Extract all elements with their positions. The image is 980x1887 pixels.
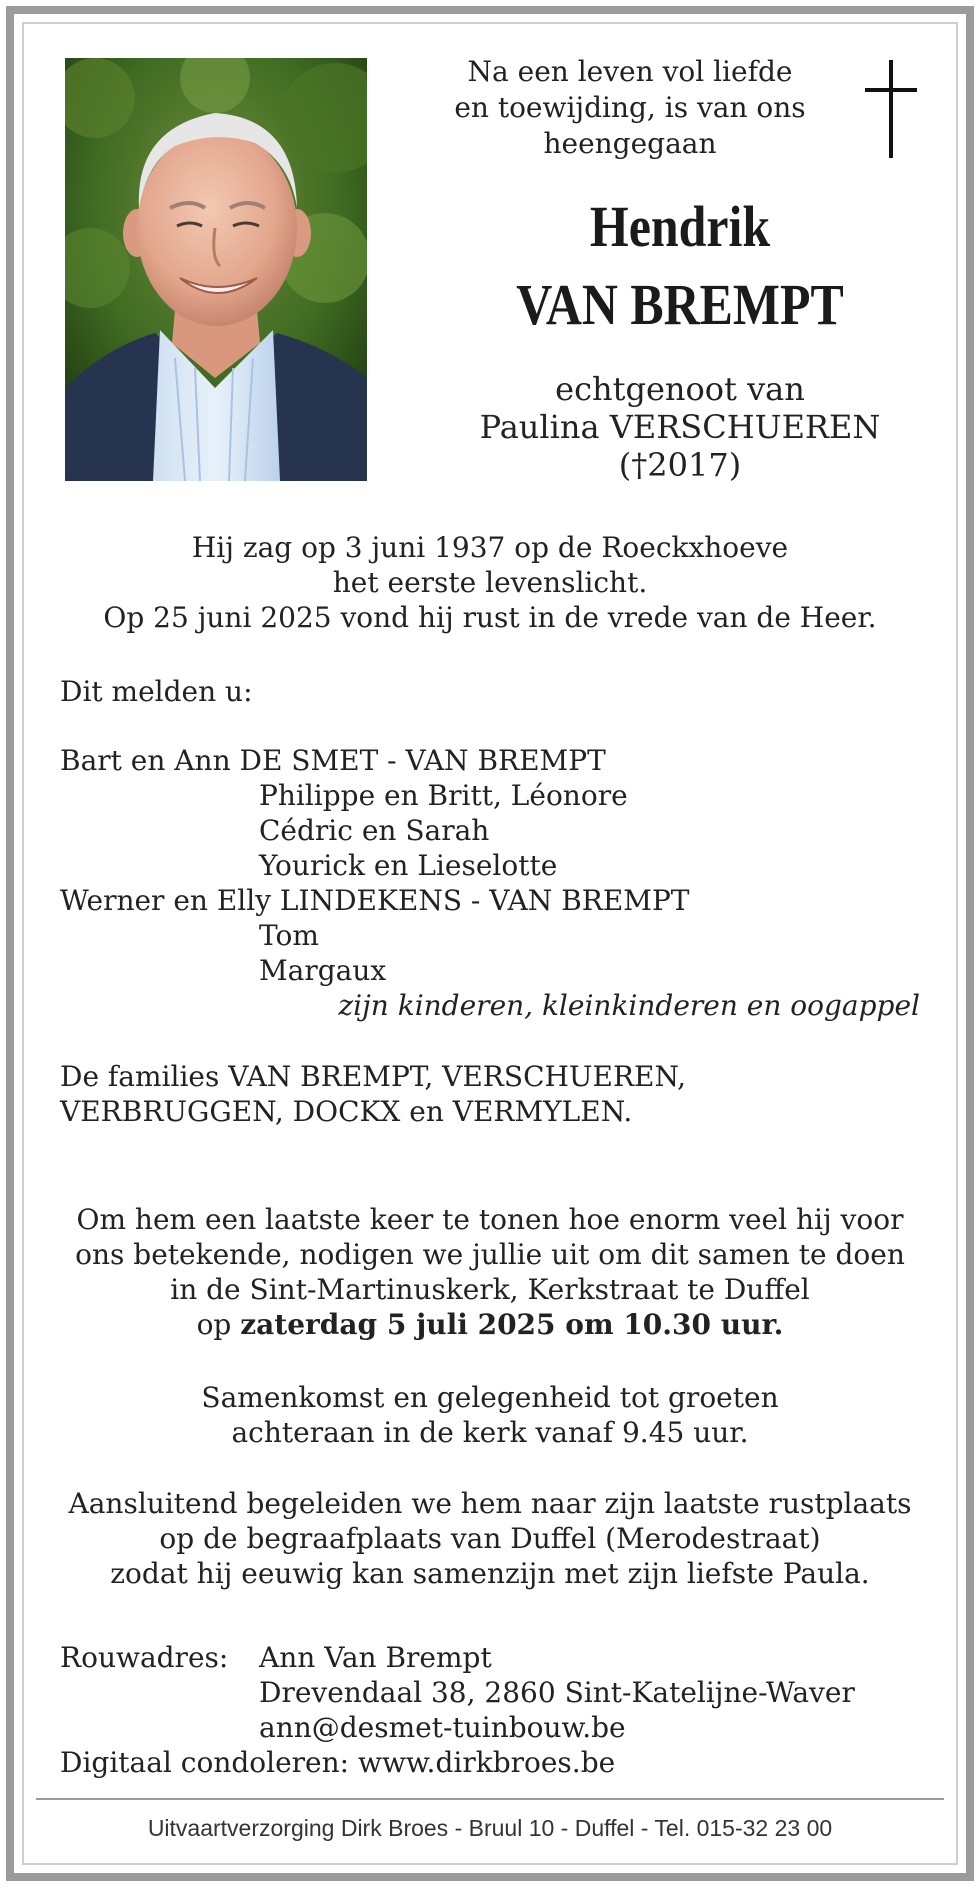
family-member: Bart en Ann DE SMET - VAN BREMPT [60,744,606,777]
cross-icon [862,60,922,160]
ceremony-date-line [60,1307,920,1342]
family-member: Margaux [259,954,387,987]
text-line: Samenkomst en gelegenheid tot groeten [201,1381,779,1414]
spouse-block [420,370,940,484]
portrait-photo [65,58,367,481]
text-line: achteraan in de kerk vanaf 9.45 uur. [231,1416,749,1449]
relation-note: zijn kinderen, kleinkinderen en oogappel [338,989,920,1022]
contact-name: Ann Van Brempt [259,1641,492,1674]
intro-line: Na een leven vol liefde [467,55,793,88]
text-line: het eerste levenslicht. [332,566,648,599]
text-line: Aansluitend begeleiden we hem naar zijn laatste rustplaats [68,1487,912,1520]
deceased-first-name: Hendrik [589,194,771,259]
text-line: in de Sint-Martinuskerk, Kerkstraat te Duffel [170,1273,810,1306]
burial-text [60,1486,920,1591]
text-line: Hij zag op 3 juni 1937 op de Roeckxhoeve [191,531,789,564]
spouse-line: echtgenoot van [555,370,805,408]
family-member: Philippe en Britt, Léonore [259,779,628,812]
footer-text: Uitvaartverzorging Dirk Broes - Bruul 10 - Duffel - Tel. 015-32 23 00 [147,1815,833,1841]
text-line: op de begraafplaats van Duffel (Merodestraat) [159,1522,821,1555]
condolence-link[interactable]: Digitaal condoleren: www.dirkbroes.be [60,1746,616,1779]
family-member: Yourick en Lieselotte [259,849,558,882]
family-member: Werner en Elly LINDEKENS - VAN BREMPT [60,884,690,917]
ceremony-text [60,1202,920,1342]
text-line: Om hem een laatste keer te tonen hoe enorm veel hij voor [76,1203,904,1236]
deceased-last-name: VAN BREMPT [516,272,844,337]
text-line: ons betekende, nodigen we jullie uit om dit samen te doen [75,1238,905,1271]
intro-text [420,54,840,162]
spouse-death-year: (†2017) [618,446,742,484]
contact-address: Drevendaal 38, 2860 Sint-Katelijne-Waver [259,1676,855,1709]
intro-line: heengegaan [543,127,717,160]
ceremony-date: zaterdag 5 juli 2025 om 10.30 uur. [240,1308,784,1341]
text-line: zodat hij eeuwig kan samenzijn met zijn liefste Paula. [110,1557,870,1590]
family-member: Cédric en Sarah [259,814,490,847]
family-member: Tom [259,919,319,952]
families-line: VERBRUGGEN, DOCKX en VERMYLEN. [60,1095,633,1128]
birth-death-text [60,530,920,635]
footer-divider [36,1798,944,1800]
spouse-name: Paulina VERSCHUEREN [479,408,881,446]
contact-email[interactable]: ann@desmet-tuinbouw.be [259,1711,626,1744]
intro-line: en toewijding, is van ons [454,91,806,124]
families-line: De families VAN BREMPT, VERSCHUEREN, [60,1060,687,1093]
mourning-address-label: Rouwadres: [60,1641,229,1674]
family-heading: Dit melden u: [60,675,253,708]
date-prefix: op [196,1308,241,1341]
text-line: Op 25 juni 2025 vond hij rust in de vrede van de Heer. [103,601,877,634]
gathering-text [60,1380,920,1450]
